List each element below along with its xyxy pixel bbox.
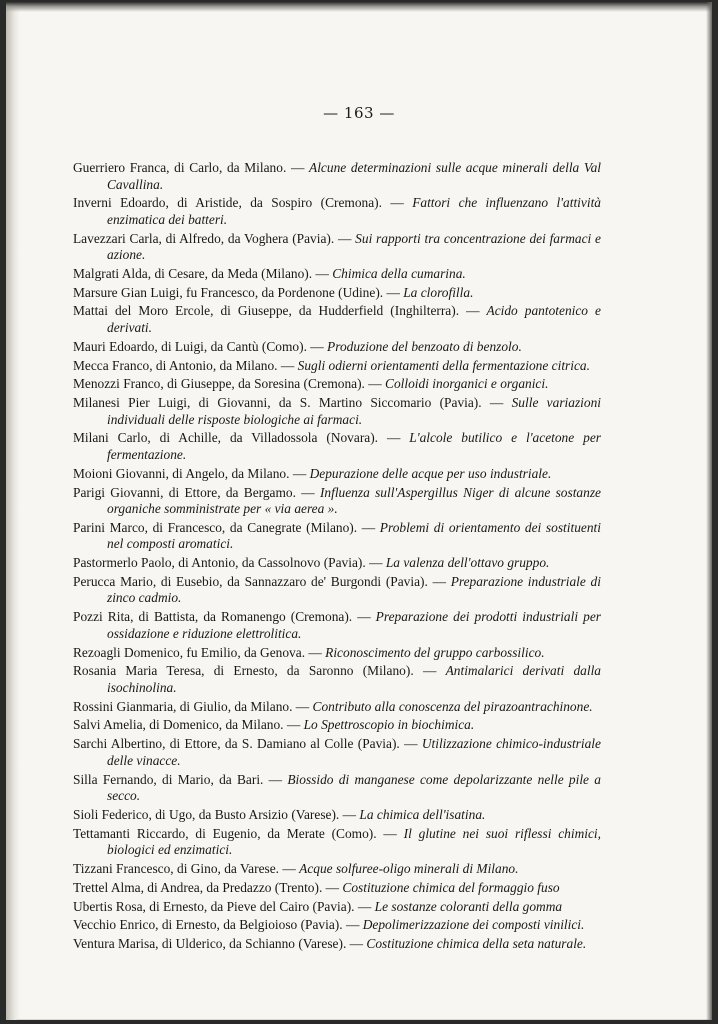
list-item <box>73 936 601 953</box>
entry-author: Rezoagli Domenico, fu Emilio, da Genova. <box>73 644 306 660</box>
list-item <box>73 195 601 228</box>
entry-author: Tettamanti Riccardo, di Eugenio, da Merate (Como). <box>73 825 377 841</box>
list-item <box>73 899 601 916</box>
entry-author: Ventura Marisa, di Ulderico, da Schianno (Varese). <box>73 936 347 952</box>
entry-separator: — <box>295 698 310 714</box>
list-item <box>73 609 601 642</box>
entry-title: Riconoscimento del gruppo carbossilico. <box>325 644 545 660</box>
entry-title: Influenza sull'Aspergillus Niger di alcune sostanze organiche somministrate per « via aerea ». <box>107 484 601 517</box>
entry-author: Parini Marco, di Francesco, da Canegrate (Milano). <box>73 519 358 535</box>
entry-title: La valenza dell'ottavo gruppo. <box>385 555 550 571</box>
entry-title: Sui rapporti tra concentrazione dei farmaci e azione. <box>107 230 601 263</box>
list-item <box>73 376 601 393</box>
entry-author: Pozzi Rita, di Battista, da Romanengo (Cremona). <box>73 609 353 625</box>
entry-author: Pastormerlo Paolo, di Antonio, da Cassolnovo (Pavia). <box>73 555 366 571</box>
entry-author: Sarchi Albertino, di Ettore, da S. Damiano al Colle (Pavia). <box>73 736 400 752</box>
entry-separator: — <box>342 806 357 822</box>
list-item <box>73 807 601 824</box>
entry-title: Costituzione chimica della seta naturale. <box>366 936 587 952</box>
page-top-edge-shadow <box>6 2 712 12</box>
entry-title: Preparazione industriale di zinco cadmio. <box>107 573 601 606</box>
entry-title: Alcune determinazioni sulle acque minerali della Val Cavallina. <box>107 160 602 192</box>
entry-separator: — <box>422 663 437 679</box>
entry-separator: — <box>280 357 295 373</box>
entry-separator: — <box>308 644 322 660</box>
list-item <box>73 826 601 859</box>
entry-separator: — <box>357 609 371 625</box>
entry-separator: — <box>386 284 400 300</box>
page-left-edge-shadow <box>6 2 20 1020</box>
entry-title: Acido pantotenico e derivati. <box>107 303 601 335</box>
entry-separator: — <box>292 465 307 481</box>
entry-title: Produzione del benzoato di benzolo. <box>327 338 522 354</box>
entry-title: Antimalarici derivati dalla isochinolina. <box>107 663 601 695</box>
entry-title: Contributo alla conoscenza del pirazoantrachinone. <box>312 698 593 714</box>
list-item <box>73 160 601 193</box>
entry-separator: — <box>290 160 305 175</box>
list-item <box>73 880 601 897</box>
list-item <box>73 736 601 769</box>
list-item <box>73 358 601 375</box>
entry-author: Trettel Alma, di Andrea, da Predazzo (Trento). <box>73 879 323 895</box>
entry-author: Perucca Mario, di Eusebio, da Sannazzaro de' Burgondi (Pavia). <box>73 573 428 589</box>
entry-author: Mauri Edoardo, di Luigi, da Cantù (Como). <box>73 338 307 354</box>
entry-author: Tizzani Francesco, di Gino, da Varese. <box>73 860 280 876</box>
entry-separator: — <box>301 484 315 500</box>
entry-title: Il glutine nei suoi riflessi chimici, biologici ed enzimatici. <box>107 825 601 858</box>
entry-separator: — <box>390 195 404 211</box>
list-item <box>73 699 601 716</box>
list-item <box>73 772 601 805</box>
entry-author: Mecca Franco, di Antonio, da Milano. <box>73 357 278 373</box>
entry-author: Vecchio Enrico, di Ernesto, da Belgioioso (Pavia). <box>73 917 343 933</box>
entry-separator: — <box>310 338 324 354</box>
entry-title: Utilizzazione chimico-industriale delle vinacce. <box>107 736 601 768</box>
list-item <box>73 555 601 572</box>
entry-separator: — <box>286 717 301 733</box>
list-item <box>73 339 601 356</box>
entry-separator: — <box>404 736 418 752</box>
entry-author: Lavezzari Carla, di Alfredo, da Voghera (Pavia). <box>73 230 335 246</box>
entry-author: Salvi Amelia, di Domenico, da Milano. <box>73 717 284 733</box>
entry-separator: — <box>369 555 383 571</box>
list-item <box>73 520 601 553</box>
entry-separator: — <box>338 230 352 246</box>
entry-separator: — <box>357 898 372 914</box>
entry-author: Milani Carlo, di Achille, da Villadossola (Novara). <box>73 430 379 446</box>
entry-title: Sugli odierni orientamenti della fermentazione citrica. <box>297 357 590 373</box>
page-right-edge-shadow <box>706 2 712 1020</box>
entry-title: Acque solfuree-oligo minerali di Milano. <box>299 860 519 876</box>
list-item <box>73 303 601 336</box>
list-item <box>73 663 601 696</box>
list-item <box>73 574 601 607</box>
entry-separator: — <box>489 395 504 411</box>
page-number: — 163 — <box>323 104 395 122</box>
list-item <box>73 231 601 264</box>
entry-author: Rosania Maria Teresa, di Ernesto, da Saronno (Milano). <box>73 663 414 679</box>
entry-separator: — <box>466 303 480 319</box>
entry-title: Depolimerizzazione dei composti vinilici. <box>362 917 585 933</box>
entry-separator: — <box>282 860 296 876</box>
entry-title: Lo Spettroscopio in biochimica. <box>303 717 475 733</box>
list-item <box>73 717 601 734</box>
entry-title: Problemi di orientamento dei sostituenti nel composti aromatici. <box>107 519 601 552</box>
entry-author: Moioni Giovanni, di Angelo, da Milano. <box>73 465 290 481</box>
entry-title: L'alcole butilico e l'acetone per fermentazione. <box>107 430 601 462</box>
list-item <box>73 645 601 662</box>
list-item <box>73 395 601 428</box>
entry-title: Fattori che influenzano l'attività enzimatica dei batteri. <box>107 195 601 227</box>
entry-author: Marsure Gian Luigi, fu Francesco, da Pordenone (Udine). <box>73 284 384 300</box>
entry-separator: — <box>268 771 283 787</box>
list-item <box>73 917 601 934</box>
entry-author: Malgrati Alda, di Cesare, da Meda (Milano). <box>73 265 313 281</box>
entry-title: Chimica della cumarina. <box>332 265 466 281</box>
entry-separator: — <box>349 936 364 952</box>
list-item <box>73 861 601 878</box>
entry-separator: — <box>325 879 340 895</box>
entry-author: Guerriero Franca, di Carlo, da Milano. <box>73 160 287 175</box>
entry-separator: — <box>383 825 397 841</box>
entry-author: Parigi Giovanni, di Ettore, da Bergamo. <box>73 484 296 500</box>
entry-title: Le sostanze coloranti della gomma <box>374 898 563 914</box>
entry-author: Silla Fernando, di Mario, da Bari. <box>73 771 264 787</box>
entry-separator: — <box>386 430 401 446</box>
entry-separator: — <box>345 917 360 933</box>
entry-author: Milanesi Pier Luigi, di Giovanni, da S. Martino Siccomario (Pavia). <box>73 395 482 411</box>
entry-separator: — <box>361 519 376 535</box>
entry-title: Preparazione dei prodotti industriali per ossidazione e riduzione elettrolitica. <box>107 609 601 641</box>
entry-title: Costituzione chimica del formaggio fuso <box>342 879 560 895</box>
list-item <box>73 285 601 302</box>
entry-author: Mattai del Moro Ercole, di Giuseppe, da Hudderfield (Inghilterra). <box>73 303 460 319</box>
entry-author: Rossini Gianmaria, di Giulio, da Milano. <box>73 698 293 714</box>
list-item <box>73 466 601 483</box>
entry-separator: — <box>368 376 382 392</box>
entry-separator: — <box>315 265 329 281</box>
entry-title: La chimica dell'isatina. <box>359 806 486 822</box>
list-item <box>73 266 601 283</box>
entry-title: Depurazione delle acque per uso industriale. <box>309 465 552 481</box>
list-item <box>73 430 601 463</box>
entry-title: Biossido di manganese come depolarizzante nelle pile a secco. <box>107 771 601 804</box>
list-item <box>73 485 601 518</box>
entry-title: Colloidi inorganici e organici. <box>385 376 549 392</box>
entry-author: Ubertis Rosa, di Ernesto, da Pieve del Cairo (Pavia). <box>73 898 355 914</box>
entry-separator: — <box>432 573 446 589</box>
thesis-list <box>73 160 601 955</box>
entry-title: La clorofilla. <box>403 284 474 300</box>
entry-title: Sulle variazioni individuali delle risposte biologiche ai farmaci. <box>107 395 601 427</box>
entry-author: Menozzi Franco, di Giuseppe, da Soresina (Cremona). <box>73 376 365 392</box>
entry-author: Sioli Federico, di Ugo, da Busto Arsizio (Varese). <box>73 806 340 822</box>
entry-author: Inverni Edoardo, di Aristide, da Sospiro (Cremona). <box>73 195 382 211</box>
